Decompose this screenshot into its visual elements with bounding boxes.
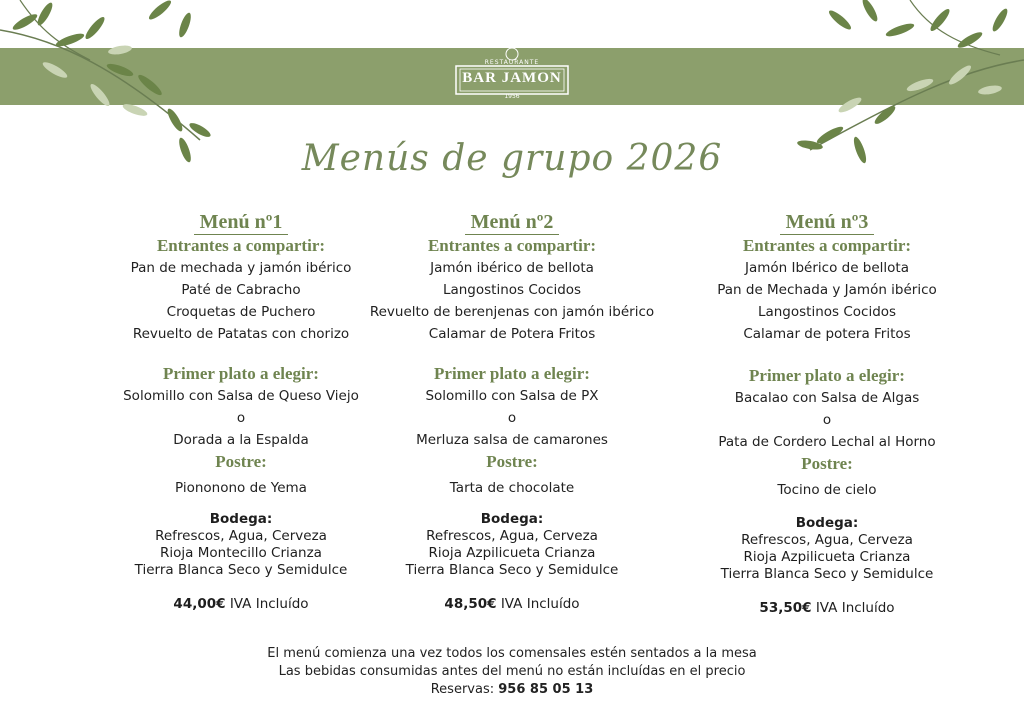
starters-heading: Entrantes a compartir: (427, 236, 597, 255)
starter-item: Langostinos Cocidos (442, 282, 582, 298)
wine-item: Tierra Blanca Seco y Semidulce (405, 562, 619, 578)
dessert-item: Tocino de cielo (777, 482, 877, 498)
menu-price (362, 595, 662, 613)
starters-heading: Entrantes a compartir: (156, 236, 326, 255)
menu-column-1 (91, 210, 391, 613)
first-course-item: o (507, 410, 517, 426)
first-course-heading: Primer plato a elegir: (434, 364, 590, 383)
page-title: Menús de grupo 2026 (301, 138, 723, 179)
wine-item: Refrescos, Agua, Cerveza (426, 528, 598, 544)
footer-line1: El menú comienza una vez todos los comensales estén sentados a la mesa (267, 646, 757, 661)
menu-column-2 (362, 210, 662, 613)
menu-title: Menú nº3 (780, 210, 875, 235)
first-course-heading: Primer plato a elegir: (163, 364, 319, 383)
starter-item: Croquetas de Puchero (166, 304, 316, 320)
price-value: 44,00€ (173, 596, 226, 612)
starter-item: Calamar de Potera Fritos (428, 326, 596, 342)
starter-item: Langostinos Cocidos (757, 304, 897, 320)
menu-title: Menú nº2 (465, 210, 560, 235)
first-course-item: o (236, 410, 246, 426)
reservas-phone[interactable]: 956 85 05 13 (498, 682, 594, 697)
restaurant-logo (450, 44, 574, 106)
first-course-item: Solomillo con Salsa de PX (425, 388, 599, 404)
price-note: IVA Incluído (500, 596, 580, 612)
first-course-heading: Primer plato a elegir: (749, 366, 905, 385)
logo-line1: RESTAURANTE (484, 59, 540, 66)
starter-item: Revuelto de berenjenas con jamón ibérico (369, 304, 655, 320)
starter-item: Calamar de potera Fritos (743, 326, 911, 342)
wine-heading: Bodega: (480, 511, 544, 527)
wine-item: Refrescos, Agua, Cerveza (741, 532, 913, 548)
price-value: 48,50€ (444, 596, 497, 612)
starter-item: Jamón Ibérico de bellota (744, 260, 909, 276)
logo-line2: BAR JAMON (462, 70, 562, 86)
dessert-heading: Postre: (215, 452, 267, 471)
dessert-heading: Postre: (486, 452, 538, 471)
footer (0, 645, 1024, 699)
first-course-item: o (822, 412, 832, 428)
first-course-item: Pata de Cordero Lechal al Horno (718, 434, 936, 450)
starter-item: Revuelto de Patatas con chorizo (132, 326, 350, 342)
menu-price (677, 599, 977, 617)
starter-item: Jamón ibérico de bellota (430, 260, 594, 276)
starter-item: Paté de Cabracho (181, 282, 301, 298)
wine-item: Rioja Azpilicueta Crianza (743, 549, 911, 565)
wine-item: Tierra Blanca Seco y Semidulce (720, 566, 934, 582)
price-note: IVA Incluído (229, 596, 309, 612)
footer-reservas (0, 681, 1024, 699)
price-value: 53,50€ (759, 600, 812, 616)
menu-title: Menú nº1 (194, 210, 289, 235)
dessert-item: Piononono de Yema (175, 480, 307, 496)
footer-line2: Las bebidas consumidas antes del menú no están incluídas en el precio (278, 664, 746, 679)
wine-item: Tierra Blanca Seco y Semidulce (134, 562, 348, 578)
wine-item: Refrescos, Agua, Cerveza (155, 528, 327, 544)
wine-heading: Bodega: (209, 511, 273, 527)
price-note: IVA Incluído (815, 600, 895, 616)
first-course-item: Dorada a la Espalda (173, 432, 309, 448)
dessert-item: Tarta de chocolate (449, 480, 575, 496)
wine-item: Rioja Montecillo Crianza (160, 545, 322, 561)
logo-line3: 1956 (504, 93, 520, 100)
starters-heading: Entrantes a compartir: (742, 236, 912, 255)
starter-item: Pan de Mechada y Jamón ibérico (717, 282, 937, 298)
first-course-item: Solomillo con Salsa de Queso Viejo (123, 388, 359, 404)
menu-column-3 (677, 210, 977, 617)
wine-heading: Bodega: (795, 515, 859, 531)
wine-item: Rioja Azpilicueta Crianza (428, 545, 596, 561)
first-course-item: Bacalao con Salsa de Algas (734, 390, 920, 406)
menu-price (91, 595, 391, 613)
reservas-label: Reservas: (430, 682, 495, 697)
first-course-item: Merluza salsa de camarones (416, 432, 608, 448)
dessert-heading: Postre: (801, 454, 853, 473)
starter-item: Pan de mechada y jamón ibérico (130, 260, 352, 276)
